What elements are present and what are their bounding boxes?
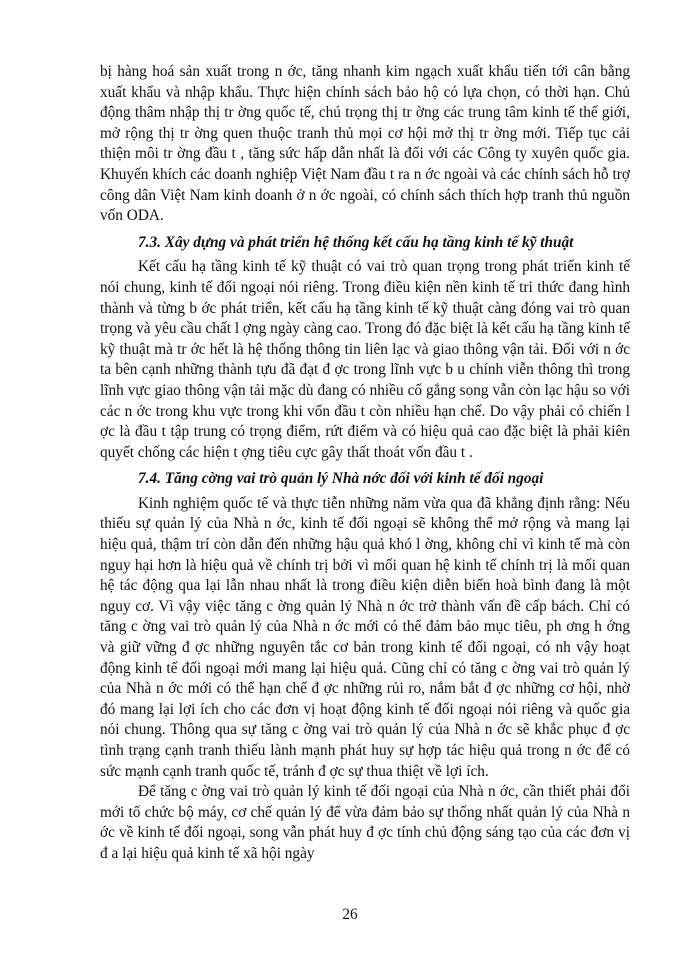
- paragraph-state-management: Kinh nghiệm quốc tế và thực tiễn những năm vừa qua đã khẳng định rằng: Nếu thiếu sự quản lý của Nhà n ớc, kinh tế đối ngoại sẽ không thể mở rộng và mang lại hiệu quả, thậm trí còn dẫn đến những hậu quả khó l ờng, không chỉ vì kinh tế mà còn nguy hại hơn là hiệu quả về chính trị bởi vì mối quan hệ kinh tế chính trị là mối quan hệ tác động qua lại lẫn nhau nhất là trong điều kiện diễn biến hoà bình đang là một nguy cơ. Vì vậy việc tăng c ờng quản lý Nhà n ớc trở thành vấn đề cấp bách. Chỉ có tăng c ờng vai trò quản lý của Nhà n ớc mới có thể đảm bảo mục tiêu, ph ơng h ớng và giữ vững đ ợc những nguyên tắc cơ bản trong kinh tế đối ngoại, có nh vậy hoạt động kinh tế đối ngoại mới mang lại hiệu quả. Cũng chỉ có tăng c ờng vai trò quản lý của Nhà n ớc mới có thể hạn chế đ ợc những rủi ro, nắm bắt đ ợc những cơ hội, nhờ đó mang lại lợi ích cho các đơn vị hoạt động kinh tế đối ngoại nói riêng và quốc gia nói chung. Thông qua sự tăng c ờng vai trò quản lý của Nhà n ớc sẽ khắc phục đ ợc tình trạng cạnh tranh thiếu lành mạnh phát huy sự hợp tác hiệu quả trong n ớc để có sức mạnh cạnh tranh quốc tế, tránh đ ợc sự thua thiệt về lợi ích.: [100, 494, 630, 780]
- paragraph-organizational-reform: Để tăng c ờng vai trò quản lý kinh tế đối ngoại của Nhà n ớc, cần thiết phải đổi mới tổ chức bộ máy, cơ chế quản lý để vừa đảm bảo sự thống nhất quản lý của Nhà n ớc về kinh tế đối ngoại, song vẫn phát huy đ ợc tính chủ động sáng tạo của các đơn vị đ a lại hiệu quả kinh tế xã hội ngày: [100, 783, 630, 862]
- section-heading-7-4: 7.4. Tăng cờng vai trò quản lý Nhà nớc đối với kinh tế đối ngoại: [138, 470, 544, 488]
- page-number: 26: [342, 906, 358, 923]
- paragraph-trade-policy: bị hàng hoá sản xuất trong n ớc, tăng nhanh kim ngạch xuất khẩu tiến tới cân bằng xuất khẩu và nhập khẩu. Thực hiện chính sách bảo hộ có lựa chọn, có thời hạn. Chủ động thâm nhập thị tr ờng quốc tế, chú trọng thị tr ờng các trung tâm kinh tế thế giới, mở rộng thị tr ờng quen thuộc tranh thủ mọi cơ hội mở thị tr ờng mới. Tiếp tục cải thiện môi tr ờng đầu t , tăng sức hấp dẫn nhất là đối với các Công ty xuyên quốc gia. Khuyến khích các doanh nghiệp Việt Nam đầu t ra n ớc ngoài và các chính sách hỗ trợ công dân Việt Nam kinh doanh ở n ớc ngoài, có chính sách thích hợp tranh thủ nguồn vốn ODA.: [100, 63, 630, 225]
- document-body: [100, 62, 630, 865]
- paragraph-infrastructure: Kết cấu hạ tầng kinh tế kỹ thuật có vai trò quan trọng trong phát triển kinh tế nói chung, kinh tế đối ngoại nói riêng. Trong điều kiện nền kinh tế tri thức đang hình thành và từng b ớc phát triển, kết cấu hạ tầng kinh tế kỹ thuật càng đóng vai trò quan trọng và yêu cầu chất l ợng ngày càng cao. Trong đó đặc biệt là kết cấu hạ tầng kinh tế kỹ thuật mà tr ớc hết là hệ thống thông tin liên lạc và giao thông vận tải. Đối với n ớc ta bên cạnh những thành tựu đã đạt đ ợc trong lĩnh vực b u chính viễn thông thì trong lĩnh vực giao thông vận tải mặc dù đang có nhiều cố gắng song vẫn còn lạc hậu so với các n ớc trong khu vực trong khi vốn đầu t còn nhiều hạn chế. Do vậy phải có chiến l ợc là đầu t tập trung có trọng điểm, rứt điểm và có hiệu quả cao đặc biệt là phải kiên quyết chống các hiện t ợng tiêu cực gây thất thoát vốn đầu t .: [100, 258, 630, 461]
- section-heading-7-3: 7.3. Xây dựng và phát triển hệ thống kết cấu hạ tầng kinh tế kỹ thuật: [138, 233, 574, 251]
